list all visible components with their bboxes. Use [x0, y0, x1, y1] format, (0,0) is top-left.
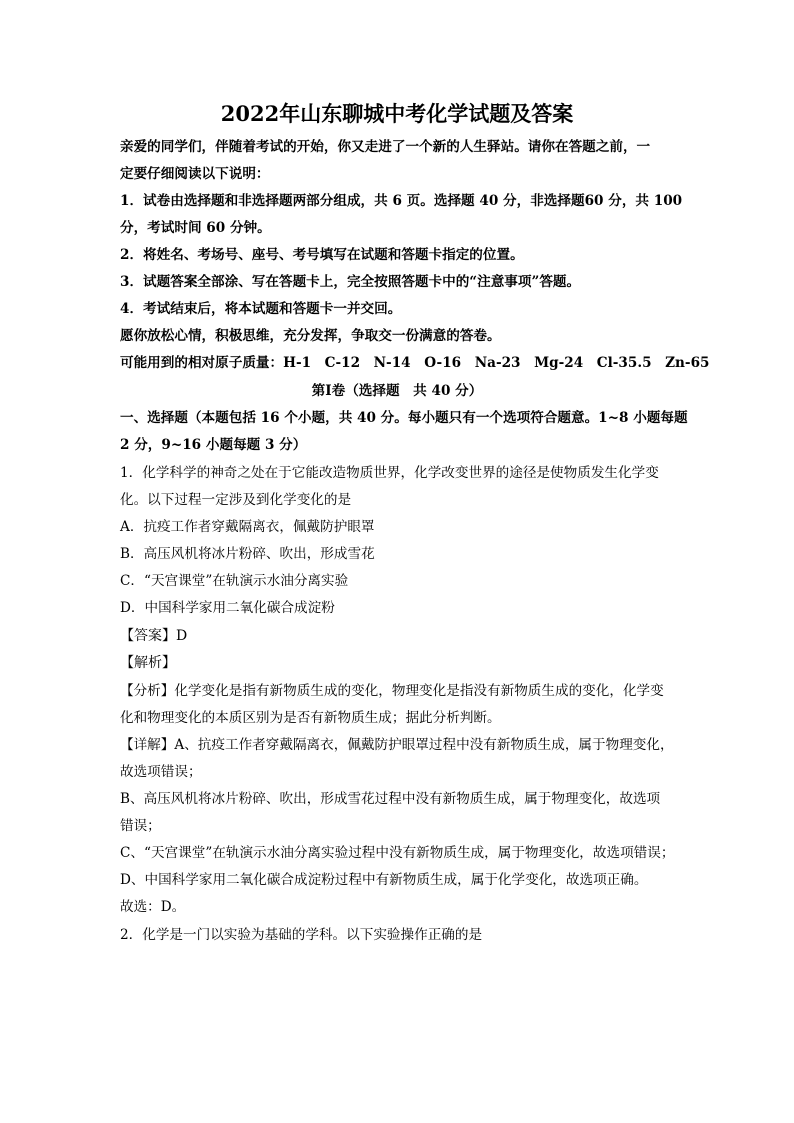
wish-text: 愿你放松心情，积极思维，充分发挥，争取交一份满意的答卷。	[120, 328, 501, 344]
part-instructions-line-2: 2 分，9~16 小题每题 3 分）	[120, 437, 307, 453]
intro-line-1: 亲爱的同学们，伴随着考试的开始，你又走进了一个新的人生驿站。请你在答题之前，一	[120, 139, 651, 155]
question-1-detail-b-line-1: B、高压风机将冰片粉碎、吹出，形成雪花过程中没有新物质生成，属于物理变化，故选项	[120, 791, 661, 807]
part-instructions-line-1: 一、选择题（本题包括 16 个小题，共 40 分。每小题只有一个选项符合题意。1~8 小题每题	[120, 410, 688, 426]
instruction-item-1-line-1: 1．试卷由选择题和非选择题两部分组成，共 6 页。选择题 40 分，非选择题60 分，共 100	[120, 193, 683, 209]
question-1-detail-b-line-2: 错误；	[120, 818, 161, 834]
question-1-answer: 【答案】D	[120, 628, 188, 644]
question-1-detail-a-line-1: 【详解】A、抗疫工作者穿戴隔离衣，佩戴防护眼罩过程中没有新物质生成，属于物理变化，	[120, 737, 674, 753]
question-1-analysis-line-1: 【分析】化学变化是指有新物质生成的变化，物理变化是指没有新物质生成的变化，化学变	[120, 683, 664, 699]
intro-line-2: 定要仔细阅读以下说明：	[120, 166, 270, 182]
question-1-option-c: C．“天宫课堂”在轨演示水油分离实验	[120, 573, 349, 589]
instruction-item-3: 3．试题答案全部涂、写在答题卡上，完全按照答题卡中的“注意事项”答题。	[120, 274, 581, 290]
question-1-option-a: A．抗疫工作者穿戴隔离衣，佩戴防护眼罩	[120, 519, 375, 535]
question-1-analysis-line-2: 化和物理变化的本质区别为是否有新物质生成；据此分析判断。	[120, 710, 501, 726]
atomic-masses: 可能用到的相对原子质量：H-1 C-12 N-14 O-16 Na-23 Mg-24 Cl-35.5 Zn-65	[120, 355, 710, 371]
question-1-stem-line-2: 化。以下过程一定涉及到化学变化的是	[120, 492, 352, 508]
instruction-item-1-line-2: 分，考试时间 60 分钟。	[120, 220, 271, 236]
question-2-stem: 2．化学是一门以实验为基础的学科。以下实验操作正确的是	[120, 927, 483, 943]
instruction-item-2: 2．将姓名、考场号、座号、考号填写在试题和答题卡指定的位置。	[120, 247, 524, 263]
section-heading: 第Ⅰ卷（选择题 共 40 分）	[311, 383, 483, 399]
document-title: 2022年山东聊城中考化学试题及答案	[220, 101, 574, 126]
question-1-option-d: D．中国科学家用二氧化碳合成淀粉	[120, 600, 335, 616]
question-1-stem-line-1: 1．化学科学的神奇之处在于它能改造物质世界，化学改变世界的途径是使物质发生化学变	[120, 465, 659, 481]
question-1-conclusion: 故选：D。	[120, 899, 186, 915]
question-1-detail-a-line-2: 故选项错误；	[120, 764, 202, 780]
question-1-detail-c: C、“天宫课堂”在轨演示水油分离实验过程中没有新物质生成，属于物理变化，故选项错误；	[120, 845, 675, 861]
question-1-option-b: B．高压风机将冰片粉碎、吹出，形成雪花	[120, 546, 375, 562]
question-1-detail-d: D、中国科学家用二氧化碳合成淀粉过程中有新物质生成，属于化学变化，故选项正确。	[120, 872, 648, 888]
question-1-analysis-label: 【解析】	[120, 655, 176, 671]
instruction-item-4: 4．考试结束后，将本试题和答题卡一并交回。	[120, 301, 402, 317]
